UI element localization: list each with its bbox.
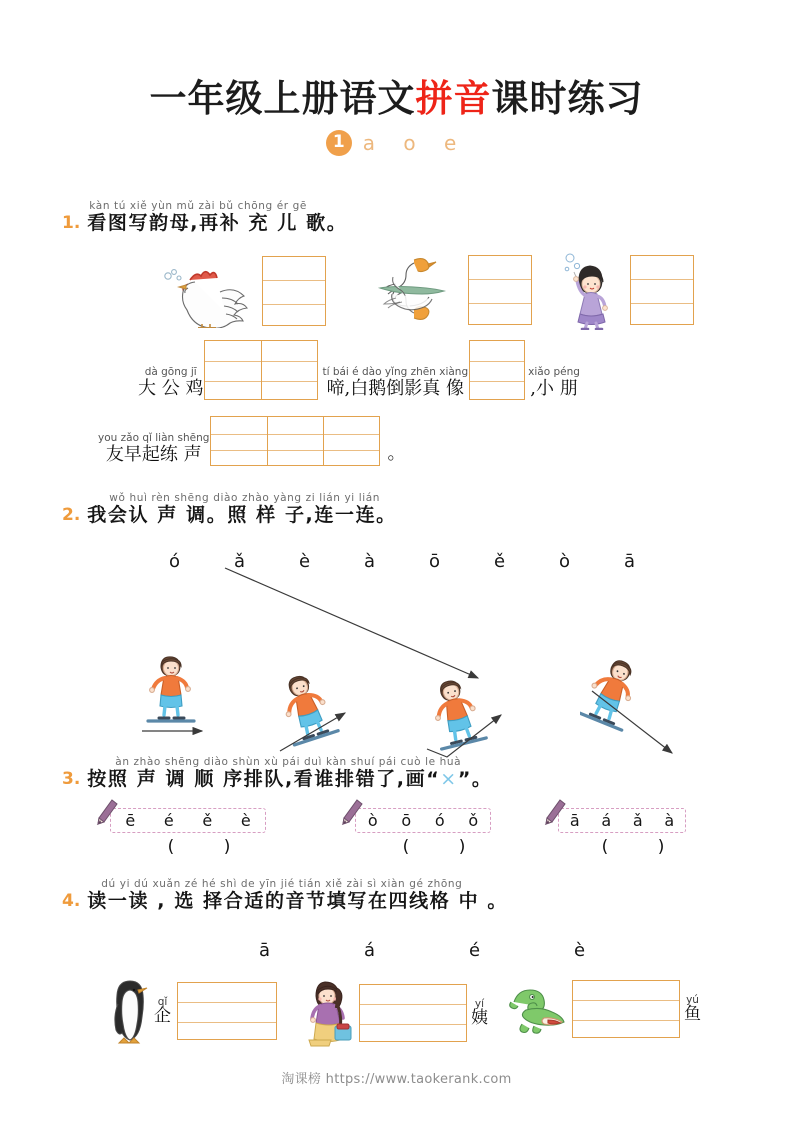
tone-item: ò <box>367 811 378 830</box>
question-3-group-1 <box>100 808 260 857</box>
syllable-option-3[interactable]: è <box>573 940 586 961</box>
question-1-header <box>62 200 347 234</box>
tone-option-1[interactable]: ǎ <box>233 551 246 572</box>
answer-grid-line2[interactable] <box>210 416 380 466</box>
word-pinyin: yí <box>474 997 485 1010</box>
footer-watermark: 淘课榜 https://www.taokerank.com <box>281 1072 512 1087</box>
word-label-aunt <box>471 999 488 1028</box>
question-4-text: 读一读 , 选 择合适的音节填写在四线格 中 。 <box>87 890 508 912</box>
grid-cell[interactable] <box>324 417 379 465</box>
quote-open: “ <box>426 768 441 790</box>
tone-item: é <box>163 811 174 830</box>
word-label-penguin <box>154 997 171 1026</box>
woman-phone-icon <box>305 978 353 1048</box>
girl-bubbles-icon <box>560 250 616 330</box>
title-prefix: 一年级上册语文 <box>149 77 416 120</box>
picture-unit-rooster <box>160 254 326 328</box>
unit-letters: a o e <box>362 130 468 155</box>
segment-pinyin: dà gōng jī <box>144 365 197 378</box>
penguin-icon <box>110 978 152 1044</box>
answer-grid-line1-b[interactable] <box>469 340 525 400</box>
picture-unit-girl <box>560 250 694 330</box>
segment-pinyin: tí bái é dào yǐng zhēn xiàng <box>322 365 469 378</box>
word-character: 企 <box>154 1005 171 1026</box>
sentence-segment <box>322 367 468 400</box>
tone-item: ō <box>401 811 412 830</box>
tone-item: ē <box>125 811 136 830</box>
tone-item: è <box>240 811 251 830</box>
question-3-header <box>62 756 493 790</box>
question-3-text <box>87 769 492 790</box>
word-label-fish <box>684 995 701 1024</box>
question-3-group-3 <box>548 808 708 857</box>
page-title <box>0 78 793 121</box>
question-4-number: 4. <box>62 890 81 911</box>
question-3-text-before: 按照 声 调 顺 序排队,看谁排错了,画 <box>87 768 427 790</box>
unit-number-badge: 1 <box>326 130 352 156</box>
question-3-number: 3. <box>62 768 81 789</box>
question-2-text: 我会认 声 调。照 样 子,连一连。 <box>87 504 397 526</box>
tone-item: ó <box>434 811 445 830</box>
grid-cell[interactable] <box>178 983 276 1039</box>
goose-reflection-icon <box>372 250 454 330</box>
answer-paren-2[interactable]: ( ) <box>402 837 488 857</box>
grid-cell[interactable] <box>205 341 262 399</box>
grid-cell[interactable] <box>268 417 324 465</box>
question-2-pinyin: wǒ huì rèn shēng diào zhào yàng zi lián yi lián <box>109 492 381 504</box>
picture-unit-goose <box>372 250 532 330</box>
question-1-sentence-line-1 <box>138 340 580 400</box>
question-2-header <box>62 492 397 526</box>
rooster-icon <box>160 254 250 328</box>
tone-option-2[interactable]: è <box>298 551 311 572</box>
tone-item: á <box>601 811 612 830</box>
sentence-segment <box>98 433 209 466</box>
answer-paren-3[interactable]: ( ) <box>601 837 687 857</box>
word-pinyin: yú <box>686 993 699 1006</box>
pencil-icon <box>96 799 118 825</box>
tone-option-4[interactable]: ō <box>428 551 440 572</box>
question-4-option-row <box>212 940 632 961</box>
answer-grid-goose[interactable] <box>468 255 532 325</box>
question-1-number: 1. <box>62 212 81 233</box>
segment-pinyin: xiǎo péng <box>528 365 580 378</box>
segment-text: 大 公 鸡 <box>138 378 204 400</box>
title-suffix: 课时练习 <box>491 77 644 120</box>
unit-indicator <box>0 130 793 156</box>
question-4-header <box>62 878 508 912</box>
question-1-text: 看图写韵母,再补 充 儿 歌。 <box>87 212 348 234</box>
tone-option-6[interactable]: ò <box>558 551 570 572</box>
question-1-sentence-line-2 <box>98 416 405 466</box>
answer-grid-girl[interactable] <box>630 255 694 325</box>
segment-text: 啼,白鹅倒影真 像 <box>326 378 465 400</box>
grid-cell[interactable] <box>470 341 524 399</box>
tone-option-3[interactable]: à <box>363 551 376 572</box>
answer-grid-aunt[interactable] <box>359 984 467 1042</box>
word-unit-aunt <box>305 978 488 1048</box>
tone-option-0[interactable]: ó <box>168 551 180 572</box>
tone-sequence-box-1[interactable] <box>110 808 266 833</box>
tone-item: ā <box>569 811 580 830</box>
word-character: 鱼 <box>684 1003 701 1024</box>
word-unit-fish <box>508 980 701 1038</box>
syllable-option-0[interactable]: ā <box>258 940 271 961</box>
syllable-option-1[interactable]: á <box>363 940 376 961</box>
word-pinyin: qǐ <box>157 995 168 1008</box>
tone-option-7[interactable]: ā <box>623 551 636 572</box>
question-2-number: 2. <box>62 504 81 525</box>
segment-text: ,小 朋 <box>530 378 578 400</box>
question-3-group-2 <box>345 808 505 857</box>
pencil-icon <box>341 799 363 825</box>
answer-grid-fish[interactable] <box>572 980 680 1038</box>
grid-cell[interactable] <box>469 256 531 324</box>
sentence-segment <box>138 367 203 400</box>
answer-grid-rooster[interactable] <box>262 256 326 326</box>
grid-cell[interactable] <box>573 981 679 1037</box>
word-character: 姨 <box>471 1007 488 1028</box>
grid-cell[interactable] <box>263 257 325 325</box>
green-fish-icon <box>508 984 566 1034</box>
grid-cell[interactable] <box>262 341 318 399</box>
syllable-option-2[interactable]: é <box>468 940 481 961</box>
segment-text: 友早起练 声 <box>105 444 202 466</box>
question-4-pinyin: dú yi dú xuǎn zé hé shì de yīn jié tián xiě zài sì xiàn gé zhōng <box>101 878 463 890</box>
segment-pinyin: you zǎo qǐ liàn shēng <box>98 431 210 444</box>
sentence-period: 。 <box>387 443 406 464</box>
quote-close: ” <box>457 768 472 790</box>
question-1-picture-row <box>0 250 793 332</box>
question-3-text-after: 。 <box>471 768 493 790</box>
page-header <box>0 78 793 156</box>
skier-rising-tone2-icon[interactable] <box>275 659 385 759</box>
word-unit-penguin <box>110 978 277 1044</box>
tone-sequence-box-2[interactable] <box>355 808 491 833</box>
grid-cell[interactable] <box>211 417 267 465</box>
cross-mark-icon: × <box>440 768 458 790</box>
answer-grid-line1-a[interactable] <box>204 340 318 400</box>
answer-paren-1[interactable]: ( ) <box>167 837 253 857</box>
pencil-icon <box>544 799 566 825</box>
question-3-pinyin: àn zhào shēng diào shùn xù pái duì kàn shuí pái cuò le huà <box>115 756 462 768</box>
tone-item: ǒ <box>468 811 479 830</box>
sentence-segment <box>528 367 580 400</box>
skier-falling-tone4-icon[interactable] <box>580 653 700 763</box>
title-highlight: 拼音 <box>415 77 492 120</box>
answer-grid-penguin[interactable] <box>177 982 277 1040</box>
tone-sequence-box-3[interactable] <box>558 808 686 833</box>
skier-flat-tone1-icon[interactable] <box>140 645 240 750</box>
tone-item: ě <box>202 811 213 830</box>
question-2-skier-row <box>0 645 793 760</box>
tone-item: à <box>664 811 675 830</box>
tone-item: ǎ <box>632 811 643 830</box>
tone-option-5[interactable]: ě <box>493 551 506 572</box>
question-1-pinyin: kàn tú xiě yùn mǔ zài bǔ chōng ér gē <box>89 200 307 212</box>
skier-dip-tone3-icon[interactable] <box>425 665 545 765</box>
grid-cell[interactable] <box>360 985 466 1041</box>
grid-cell[interactable] <box>631 256 693 324</box>
